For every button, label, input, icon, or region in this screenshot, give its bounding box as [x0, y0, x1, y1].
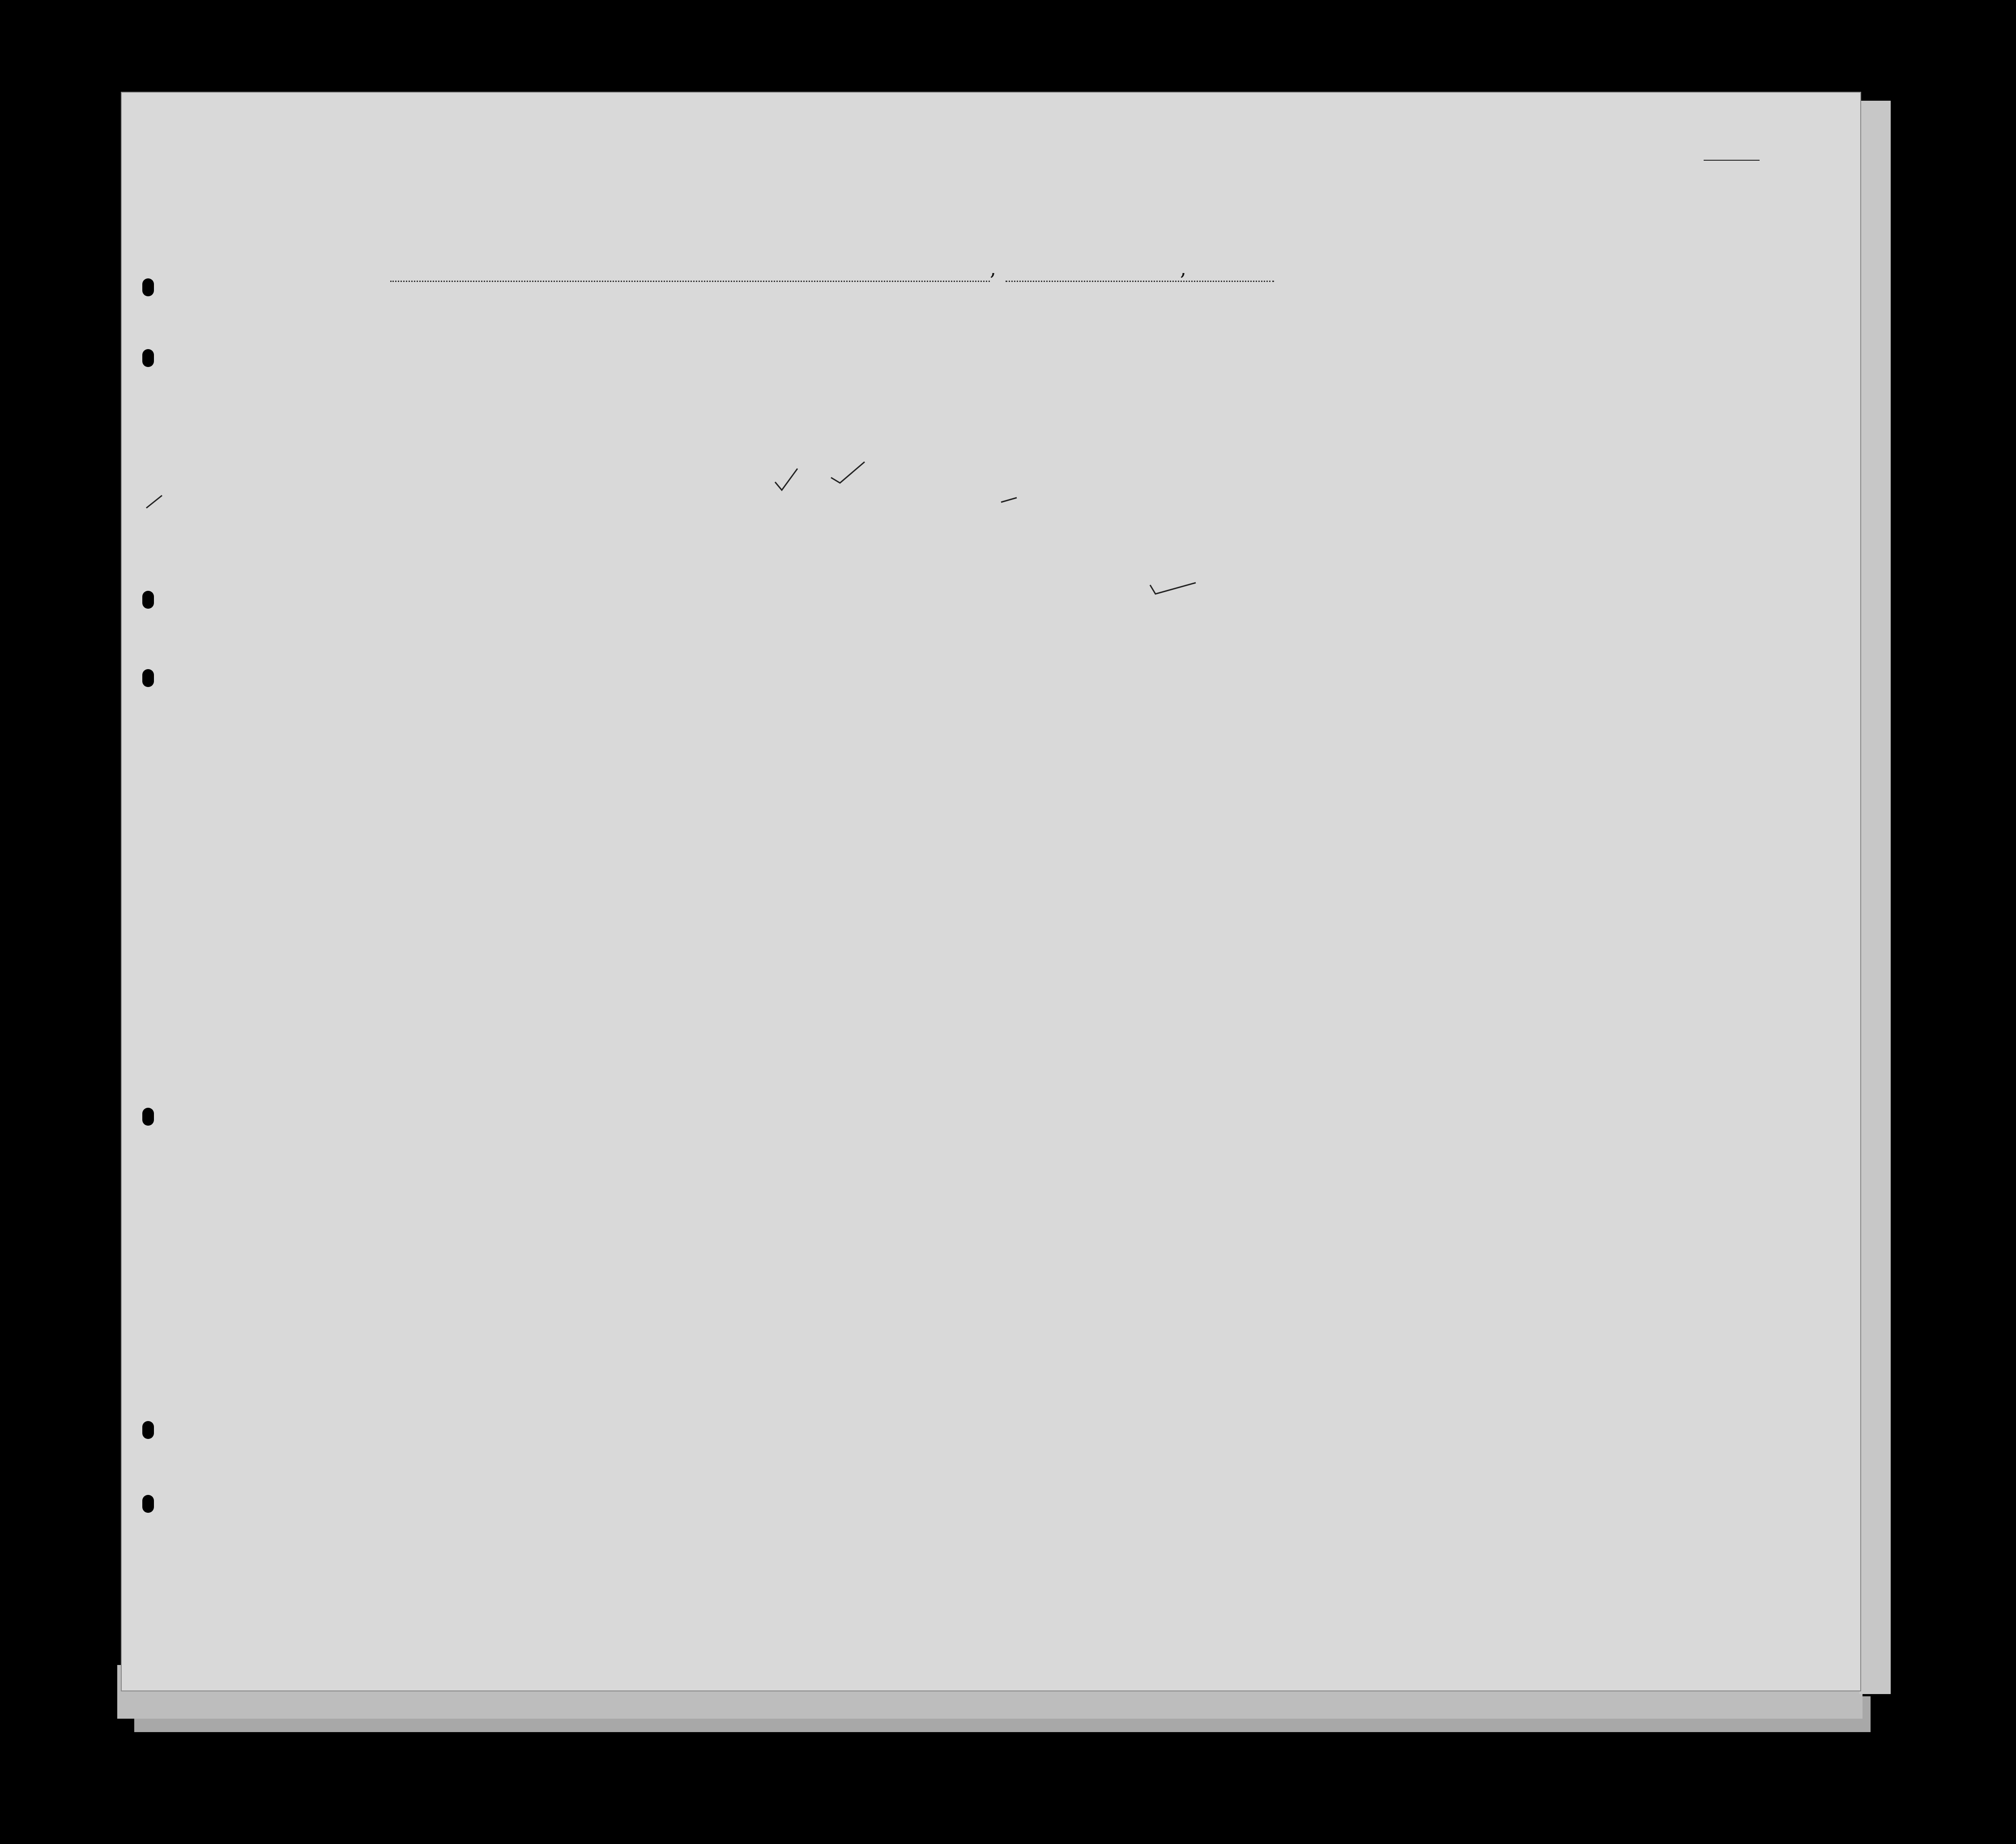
punch-hole: [142, 1421, 154, 1439]
punch-hole: [142, 669, 154, 687]
punch-hole: [142, 1495, 154, 1513]
manifest-sheet: , ,: [121, 92, 1861, 1691]
handwritten-marks: [122, 93, 1860, 1690]
page-edge-right: [1859, 101, 1891, 1694]
punch-hole: [142, 1108, 154, 1126]
punch-hole: [142, 591, 154, 609]
punch-hole: [142, 278, 154, 296]
punch-hole: [142, 349, 154, 367]
